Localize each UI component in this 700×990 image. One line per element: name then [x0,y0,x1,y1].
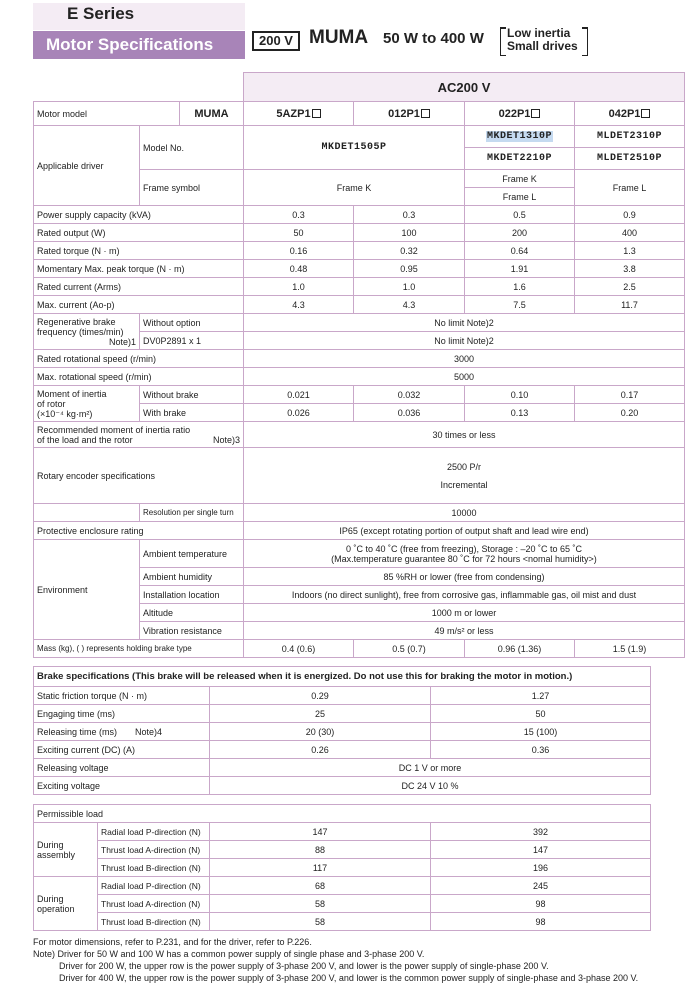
inertia-value: 0.021 [244,386,354,404]
spec-value: 0.64 [465,242,575,260]
brake-value-right: 50 [431,705,651,723]
brake-row-label: Exciting current (DC) (A) [34,741,210,759]
brake-row-label: Static friction torque (N · m) [34,687,210,705]
inertia-value: 0.032 [354,386,465,404]
spec-row-label: Rated output (W) [34,224,244,242]
section-title: Motor Specifications [46,35,214,54]
env-value: 1000 m or lower [244,604,685,622]
spec-value: 1.0 [244,278,354,296]
driver-mkdet1310p: MKDET1310P [465,126,575,148]
resolution-label: Resolution per single turn [140,504,244,522]
regen-without-option: Without option [140,314,244,332]
load-value-left: 68 [210,877,431,895]
spec-value: 0.3 [244,206,354,224]
spec-row-label: Momentary Max. peak torque (N · m) [34,260,244,278]
load-title: Permissible load [34,805,651,823]
brake-title: Brake specifications (This brake will be released when it is energized. Do not use this for braking the motor in motion.) [34,667,651,687]
brake-row-label: Releasing time (ms) Note)4 [34,723,210,741]
during-operation-label: During operation [34,877,98,931]
load-value-left: 88 [210,841,431,859]
thrust-b-label: Thrust load B-direction (N) [98,859,210,877]
load-value-right: 245 [431,877,651,895]
spec-value: 0.3 [354,206,465,224]
frame-200-a: Frame K [465,170,575,188]
applicable-driver-label: Applicable driver [34,126,140,206]
brake-row-label: Engaging time (ms) [34,705,210,723]
voltage-badge: 200 V [252,31,300,51]
spec-value: 1.3 [575,242,685,260]
encoder-label: Rotary encoder specifications [34,448,244,504]
mass-label: Mass (kg), ( ) represents holding brake type [34,640,244,658]
brake-value-left: 0.26 [210,741,431,759]
inertia-note-line1: Low inertia [507,26,571,40]
env-label: Vibration resistance [140,622,244,640]
motor-model-label: Motor model [34,102,180,126]
rated-speed-label: Rated rotational speed (r/min) [34,350,244,368]
load-value-right: 98 [431,913,651,931]
mass-value: 1.5 (1.9) [575,640,685,658]
radial-load-label: Radial load P-direction (N) [98,877,210,895]
load-value-right: 196 [431,859,651,877]
env-value: 49 m/s² or less [244,622,685,640]
load-value-left: 58 [210,913,431,931]
without-brake-label: Without brake [140,386,244,404]
brake-spec-table [33,666,651,795]
thrust-b-label: Thrust load B-direction (N) [98,913,210,931]
regen-with-option: DV0P2891 x 1 [140,332,244,350]
spec-row-label: Rated current (Arms) [34,278,244,296]
spec-value: 0.48 [244,260,354,278]
spec-value: 4.3 [354,296,465,314]
spec-value: 7.5 [465,296,575,314]
footnote: Driver for 400 W, the upper row is the power supply of 3-phase 200 V, and lower is the common power supply of single-phase and 3-phase 200 V. [59,973,639,983]
driver-mkdet1505p: MKDET1505P [244,126,465,170]
driver-mkdet2210p: MKDET2210P [465,148,575,170]
permissible-load-table [33,804,651,931]
spec-value: 200 [465,224,575,242]
brake-value-right: 15 (100) [431,723,651,741]
model-042p1: 042P1 [575,102,685,126]
spec-value: 0.9 [575,206,685,224]
load-value-right: 392 [431,823,651,841]
regen-brake-label: Regenerative brake frequency (times/min) Note)1 [34,314,140,350]
env-value: Indoors (no direct sunlight), free from corrosive gas, inflammable gas, oil mist and dust [244,586,685,604]
env-label: Ambient temperature [140,540,244,568]
regen-value-without: No limit Note)2 [244,314,685,332]
frame-k-value: Frame K [244,170,465,206]
spec-value: 50 [244,224,354,242]
load-value-left: 117 [210,859,431,877]
spec-value: 1.6 [465,278,575,296]
power-range: 50 W to 400 W [383,30,484,47]
model-title: MUMA [309,27,369,48]
inertia-value: 0.10 [465,386,575,404]
spec-value: 0.95 [354,260,465,278]
radial-load-label: Radial load P-direction (N) [98,823,210,841]
env-label: Installation location [140,586,244,604]
brake-value-left: 0.29 [210,687,431,705]
spec-value: 0.16 [244,242,354,260]
spec-value: 400 [575,224,685,242]
spec-value: 100 [354,224,465,242]
enclosure-value: IP65 (except rotating portion of output shaft and lead wire end) [244,522,685,540]
exciting-voltage-label: Exciting voltage [34,777,210,795]
load-value-right: 98 [431,895,651,913]
thrust-a-label: Thrust load A-direction (N) [98,841,210,859]
inertia-value: 0.13 [465,404,575,422]
spec-value: 1.0 [354,278,465,296]
frame-200-b: Frame L [465,188,575,206]
inertia-value: 0.026 [244,404,354,422]
driver-mldet2310p: MLDET2310P [575,126,685,148]
frame-400-value: Frame L [575,170,685,206]
model-5azp1: 5AZP1 [244,102,354,126]
motor-spec-table [33,72,685,658]
recommended-ratio-label: Recommended moment of inertia ratio of the load and the rotor Note)3 [34,422,244,448]
checkbox-icon [531,109,540,118]
frame-symbol-label: Frame symbol [140,170,244,206]
footnote: Driver for 200 W, the upper row is the power supply of 3-phase 200 V, and lower is the power supply of single-phase 200 V. [59,961,549,971]
footnote: For motor dimensions, refer to P.231, and for the driver, refer to P.226. [33,937,312,947]
env-label: Altitude [140,604,244,622]
regen-value-with: No limit Note)2 [244,332,685,350]
exciting-voltage-value: DC 24 V 10 % [210,777,651,795]
inertia-label: Moment of inertia of rotor (×10⁻⁴ kg·m²) [34,386,140,422]
inertia-value: 0.17 [575,386,685,404]
brake-value-right: 1.27 [431,687,651,705]
releasing-voltage-value: DC 1 V or more [210,759,651,777]
spec-value: 3.8 [575,260,685,278]
recommended-ratio-value: 30 times or less [244,422,685,448]
spec-value: 4.3 [244,296,354,314]
spec-row-label: Power supply capacity (kVA) [34,206,244,224]
env-label: Ambient humidity [140,568,244,586]
mass-value: 0.96 (1.36) [465,640,575,658]
brake-value-right: 0.36 [431,741,651,759]
spec-value: 2.5 [575,278,685,296]
series-banner [33,3,245,30]
brake-value-left: 25 [210,705,431,723]
mass-value: 0.5 (0.7) [354,640,465,658]
spec-value: 0.32 [354,242,465,260]
spec-row-label: Max. current (Ao-p) [34,296,244,314]
inertia-note-line2: Small drives [507,39,578,53]
model-012p1: 012P1 [354,102,465,126]
checkbox-icon [421,109,430,118]
checkbox-icon [641,109,650,118]
spec-row-label: Rated torque (N · m) [34,242,244,260]
during-assembly-label: During assembly [34,823,98,877]
spec-value: 11.7 [575,296,685,314]
max-speed-label: Max. rotational speed (r/min) [34,368,244,386]
rated-speed-value: 3000 [244,350,685,368]
model-022p1: 022P1 [465,102,575,126]
resolution-value: 10000 [244,504,685,522]
releasing-voltage-label: Releasing voltage [34,759,210,777]
model-no-label: Model No. [140,126,244,170]
checkbox-icon [312,109,321,118]
motor-model-value: MUMA [180,102,244,126]
ac-voltage-header: AC200 V [244,73,685,102]
footnotes [33,936,638,984]
mass-value: 0.4 (0.6) [244,640,354,658]
inertia-note [507,27,578,53]
load-value-right: 147 [431,841,651,859]
thrust-a-label: Thrust load A-direction (N) [98,895,210,913]
encoder-value: 2500 P/r Incremental [244,448,685,504]
env-value: 85 %RH or lower (free from condensing) [244,568,685,586]
driver-mldet2510p: MLDET2510P [575,148,685,170]
enclosure-label: Protective enclosure rating [34,522,244,540]
inertia-value: 0.20 [575,404,685,422]
with-brake-label: With brake [140,404,244,422]
env-value: 0 ˚C to 40 ˚C (free from freezing), Storage : –20 ˚C to 65 ˚C (Max.temperature guarantee 80 ˚C for 72 hours <nomal humidity>) [244,540,685,568]
inertia-value: 0.036 [354,404,465,422]
load-value-left: 147 [210,823,431,841]
load-value-left: 58 [210,895,431,913]
series-title: E Series [67,4,135,23]
max-speed-value: 5000 [244,368,685,386]
spec-value: 0.5 [465,206,575,224]
brake-value-left: 20 (30) [210,723,431,741]
environment-label: Environment [34,540,140,640]
footnote: Note) Driver for 50 W and 100 W has a common power supply of single phase and 3-phase 200 V. [33,949,425,959]
spec-value: 1.91 [465,260,575,278]
